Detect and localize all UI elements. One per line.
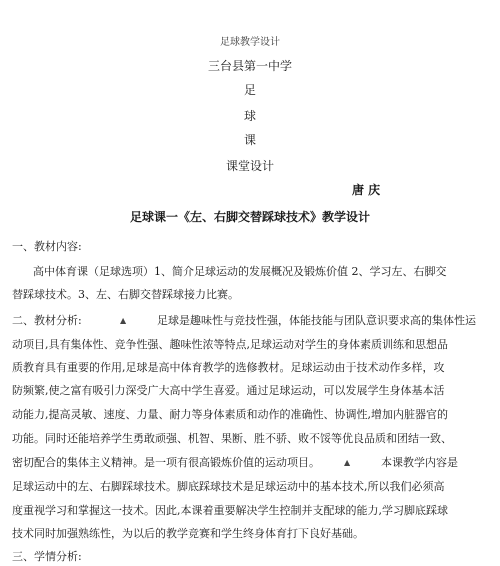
title-char-2: 球	[243, 109, 256, 123]
lesson-title: 足球课一《左、右脚交替踩球技术》教学设计	[129, 210, 370, 224]
section-2-first-line: 足球是趣味性与竞技性强，体能技能与团队意识要求高的集体性运	[157, 314, 476, 327]
section-2-line: 质教育具有重要的作用,足球是高中体育教学的选修教材。足球运动由于技术动作多样，攻	[12, 361, 445, 374]
anchor-mark-icon: ▲	[120, 316, 127, 325]
title-char-3: 课	[243, 133, 256, 147]
section-1-line: 高中体育课（足球选项）1、简介足球运动的发展概况及锻炼价值 2、学习左、右脚交	[33, 265, 447, 278]
anchor-mark-icon: ▲	[344, 458, 351, 467]
section-2-line: 防频繁,使之富有吸引力深受广大高中学生喜爱。通过足球运动，可以发展学生身体基本活	[12, 384, 445, 397]
section-3-heading: 三、学情分析:	[12, 550, 82, 563]
title-char-1: 足	[243, 83, 256, 97]
section-2-line: 功能。同时还能培养学生勇敢顽强、机智、果断、胜不骄、败不馁等优良品质和团结一致、	[12, 432, 452, 445]
section-1-line: 替踩球技术。3、左、右脚交替踩球接力比赛。	[12, 288, 239, 301]
school-name: 三台县第一中学	[207, 59, 292, 73]
section-2-line-a: 密切配合的集体主义精神。是一项有很高锻炼价值的运动项目。	[12, 456, 320, 469]
section-2-tail-line: 足球运动中的左、右脚踩球技术。脚底踩球技术是足球运动中的基本技术,所以我们必须高	[12, 480, 445, 493]
section-1-heading: 一、教材内容:	[12, 240, 82, 253]
section-2-tail-line: 技术同时加强熟练性，为以后的教学竞赛和学生终身体育打下良好基础。	[12, 527, 364, 540]
section-2-line: 动能力,提高灵敏、速度、力量、耐力等身体素质和动作的准确性、协调性,增加内脏器官的	[12, 408, 448, 421]
section-2-tail-line: 度重视学习和掌握这一技术。因此,本课着重要解决学生控制并支配球的能力,学习脚底踩球	[12, 504, 448, 517]
lesson-design-label: 课堂设计	[225, 159, 274, 173]
section-2-heading: 二、教材分析:	[12, 314, 82, 327]
author-name: 唐 庆	[352, 183, 381, 197]
document-top-title: 足球教学设计	[220, 37, 280, 48]
section-2-line: 动项目,具有集体性、竞争性强、趣味性浓等特点,足球运动对学生的身体素质训练和思想品	[12, 338, 448, 351]
section-2-line-b: 本课教学内容是	[381, 456, 458, 469]
